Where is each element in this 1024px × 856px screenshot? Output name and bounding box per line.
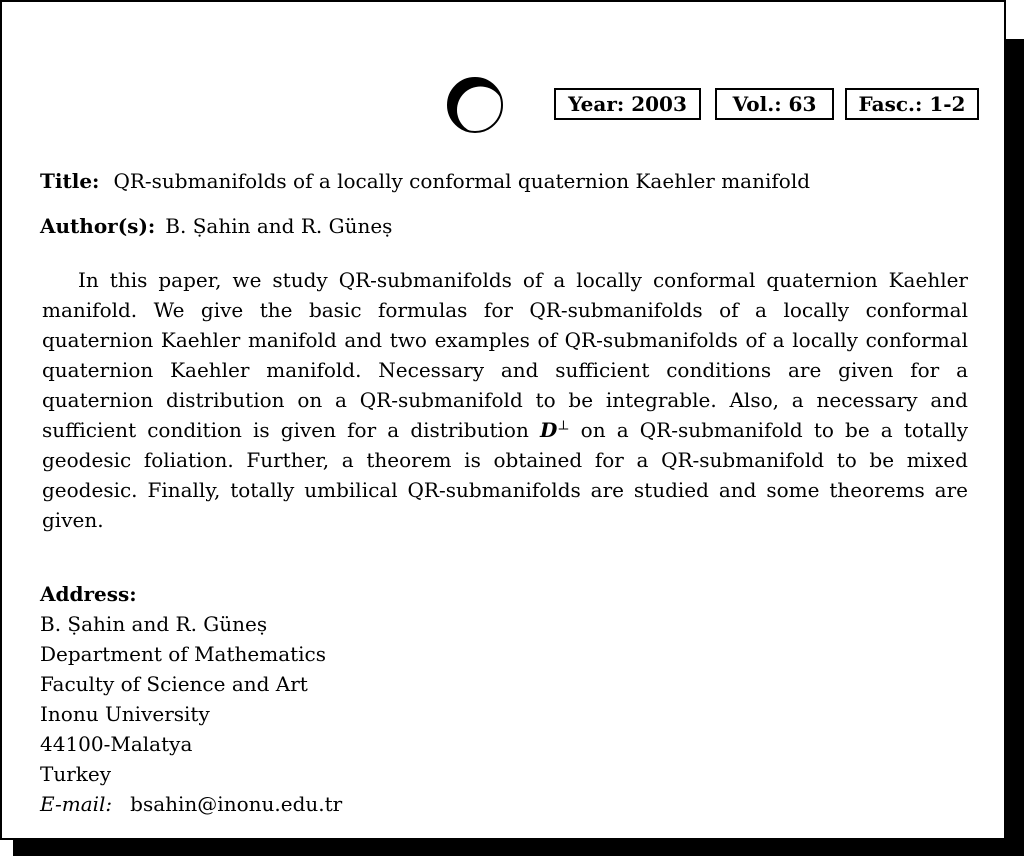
- abstract-paragraph: [42, 265, 968, 535]
- authors-line: [40, 212, 966, 240]
- title-label: Title:: [40, 169, 100, 193]
- address-line-country: Turkey: [40, 762, 112, 786]
- abstract-text-part2: on a QR-submanifold to be a totally geodesic foliation. Further, a theorem is obtained for a QR-submanifold to be mixed geodesic. Finally, totally umbilical QR-submanifolds are studied and some theorems are given.: [42, 418, 968, 532]
- address-line-university: Inonu University: [40, 702, 210, 726]
- email-label: E-mail:: [40, 792, 113, 816]
- address-line-city: 44100-Malatya: [40, 732, 193, 756]
- fascicle-badge: [845, 88, 979, 120]
- email-value: bsahin@inonu.edu.tr: [130, 792, 343, 816]
- year-badge-label: Year: 2003: [568, 92, 687, 116]
- abstract-text-part1: In this paper, we study QR-submanifolds of a locally conformal quaternion Kaehler manifold. We give the basic formulas for QR-submanifolds of a locally conformal quaternion Kaehler manifold and two examples of QR-submanifolds of a locally conformal quaternion Kaehler manifold. Necessary and sufficient conditions are given for a quaternion distribution on a QR-submanifold to be integrable. Also, a necessary and sufficient condition is given for a distribution: [42, 268, 968, 442]
- math-symbol-d: D: [539, 418, 558, 442]
- address-label: Address:: [40, 582, 137, 606]
- volume-badge: [715, 88, 834, 120]
- crescent-moon-logo-icon: [446, 76, 504, 135]
- title-line: [40, 167, 966, 195]
- year-badge: [554, 88, 701, 120]
- fascicle-badge-label: Fasc.: 1-2: [858, 92, 966, 116]
- address-block: [40, 579, 966, 819]
- perpendicular-superscript: ⊥: [557, 418, 570, 434]
- email-line: [40, 789, 966, 819]
- address-line-faculty: Faculty of Science and Art: [40, 672, 308, 696]
- title-text: QR-submanifolds of a locally conformal quaternion Kaehler manifold: [113, 169, 811, 193]
- volume-badge-label: Vol.: 63: [732, 92, 817, 116]
- address-line-department: Department of Mathematics: [40, 642, 327, 666]
- authors-label: Author(s):: [40, 214, 156, 238]
- address-line-authors: B. Ṣahin and R. Güneṣ: [40, 612, 268, 636]
- authors-text: B. Ṣahin and R. Güneṣ: [165, 214, 393, 238]
